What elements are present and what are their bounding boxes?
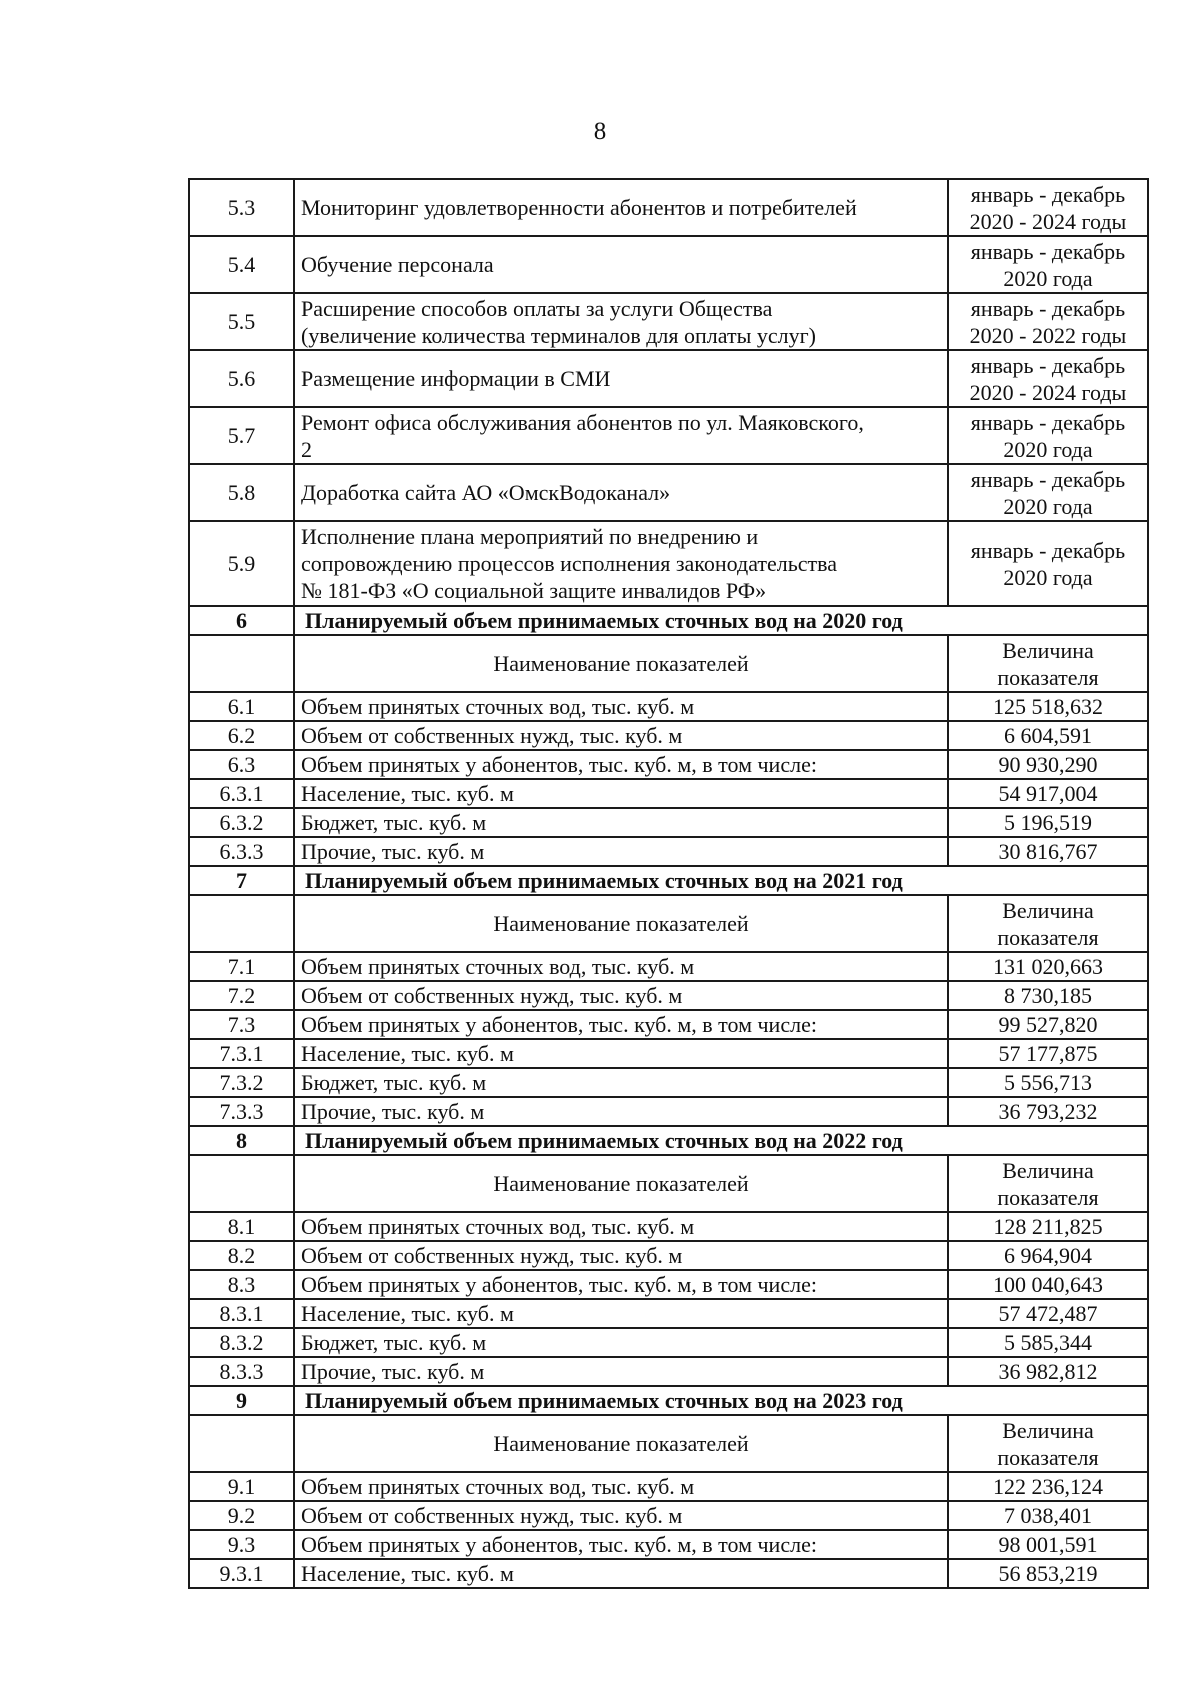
indicator-number: 8.3.1 [189, 1299, 294, 1328]
section-number: 8 [189, 1126, 294, 1155]
indicator-name: Прочие, тыс. куб. м [294, 1357, 948, 1386]
header-value-line: Величина [1002, 1417, 1094, 1443]
header-indicator-name: Наименование показателей [294, 895, 948, 952]
measure-name [294, 521, 948, 606]
measure-period [948, 350, 1148, 407]
indicator-row [189, 1357, 1148, 1386]
header-indicator-value [948, 1155, 1148, 1212]
indicator-value: 54 917,004 [948, 779, 1148, 808]
measure-name-line: Размещение информации в СМИ [301, 366, 611, 391]
measure-period [948, 407, 1148, 464]
indicator-name: Население, тыс. куб. м [294, 779, 948, 808]
indicators-group [189, 606, 1148, 1588]
indicator-row [189, 1212, 1148, 1241]
section-title-row [189, 866, 1148, 895]
header-value-line: Величина [1002, 897, 1094, 923]
section-number: 6 [189, 606, 294, 635]
measure-period [948, 236, 1148, 293]
indicator-value: 6 964,904 [948, 1241, 1148, 1270]
measure-name [294, 179, 948, 236]
indicator-value: 57 472,487 [948, 1299, 1148, 1328]
indicator-row [189, 808, 1148, 837]
header-indicator-value [948, 895, 1148, 952]
measure-name-line: (увеличение количества терминалов для оплаты услуг) [301, 322, 816, 348]
measure-row [189, 521, 1148, 606]
measure-name-line: Исполнение плана мероприятий по внедрению и [301, 524, 759, 549]
measure-name-line: Расширение способов оплаты за услуги Общества [301, 295, 773, 321]
indicator-name: Население, тыс. куб. м [294, 1559, 948, 1588]
indicator-value: 36 793,232 [948, 1097, 1148, 1126]
measure-name-line: сопровождению процессов исполнения законодательства [301, 551, 838, 576]
indicator-name: Объем от собственных нужд, тыс. куб. м [294, 721, 948, 750]
measure-number: 5.4 [189, 236, 294, 293]
indicator-name: Население, тыс. куб. м [294, 1039, 948, 1068]
measure-period-line: 2020 - 2022 годы [969, 322, 1127, 348]
indicator-name: Население, тыс. куб. м [294, 1299, 948, 1328]
page-number: 8 [593, 118, 607, 145]
indicator-name: Объем от собственных нужд, тыс. куб. м [294, 1241, 948, 1270]
indicator-row [189, 750, 1148, 779]
measure-name-line: Обучение персонала [301, 252, 494, 277]
measure-period [948, 464, 1148, 521]
section-title: Планируемый объем принимаемых сточных вод на 2021 год [294, 866, 1148, 895]
measure-row [189, 293, 1148, 350]
measure-period-line: январь - декабрь [970, 466, 1126, 492]
measure-period-line: 2020 года [1003, 564, 1093, 590]
indicator-number: 6.1 [189, 692, 294, 721]
indicator-name: Объем принятых сточных вод, тыс. куб. м [294, 692, 948, 721]
indicator-number: 7.3 [189, 1010, 294, 1039]
indicator-value: 122 236,124 [948, 1472, 1148, 1501]
indicator-row [189, 1328, 1148, 1357]
measure-period-line: 2020 года [1003, 265, 1093, 291]
indicator-number: 9.3 [189, 1530, 294, 1559]
indicator-number: 7.2 [189, 981, 294, 1010]
measure-name [294, 464, 948, 521]
header-indicator-name: Наименование показателей [294, 635, 948, 692]
indicator-name: Объем принятых у абонентов, тыс. куб. м, в том числе: [294, 1270, 948, 1299]
indicator-value: 7 038,401 [948, 1501, 1148, 1530]
measure-name [294, 350, 948, 407]
measure-row [189, 464, 1148, 521]
indicator-value: 6 604,591 [948, 721, 1148, 750]
section-number: 9 [189, 1386, 294, 1415]
header-empty-cell [189, 1415, 294, 1472]
header-value-line: показателя [997, 1184, 1099, 1210]
measure-period-line: 2020 года [1003, 436, 1093, 462]
indicator-number: 9.3.1 [189, 1559, 294, 1588]
measure-row [189, 350, 1148, 407]
indicator-row [189, 1097, 1148, 1126]
section-title: Планируемый объем принимаемых сточных вод на 2022 год [294, 1126, 1148, 1155]
measure-name [294, 236, 948, 293]
header-empty-cell [189, 1155, 294, 1212]
indicator-number: 6.3 [189, 750, 294, 779]
indicator-value: 57 177,875 [948, 1039, 1148, 1068]
indicator-name: Объем от собственных нужд, тыс. куб. м [294, 981, 948, 1010]
indicator-value: 8 730,185 [948, 981, 1148, 1010]
header-indicator-value [948, 635, 1148, 692]
header-value-line: показателя [997, 664, 1099, 690]
indicator-row [189, 1472, 1148, 1501]
indicator-name: Объем от собственных нужд, тыс. куб. м [294, 1501, 948, 1530]
indicator-row [189, 1039, 1148, 1068]
indicator-value: 131 020,663 [948, 952, 1148, 981]
indicator-name: Бюджет, тыс. куб. м [294, 808, 948, 837]
measure-number: 5.6 [189, 350, 294, 407]
header-value-line: Величина [1002, 637, 1094, 663]
measure-name [294, 407, 948, 464]
indicator-name: Прочие, тыс. куб. м [294, 1097, 948, 1126]
section-number: 7 [189, 866, 294, 895]
indicator-row [189, 1241, 1148, 1270]
section-header-row [189, 1155, 1148, 1212]
indicator-row [189, 1270, 1148, 1299]
indicator-name: Бюджет, тыс. куб. м [294, 1068, 948, 1097]
measure-number: 5.9 [189, 521, 294, 606]
measure-row [189, 179, 1148, 236]
measure-name [294, 293, 948, 350]
indicator-number: 7.3.1 [189, 1039, 294, 1068]
header-indicator-name: Наименование показателей [294, 1155, 948, 1212]
indicator-row [189, 1068, 1148, 1097]
indicator-row [189, 1501, 1148, 1530]
measure-name-line: Ремонт офиса обслуживания абонентов по ул. Маяковского, [301, 409, 864, 435]
indicator-value: 56 853,219 [948, 1559, 1148, 1588]
measure-period [948, 293, 1148, 350]
measures-group [189, 179, 1148, 606]
indicator-row [189, 721, 1148, 750]
measure-number: 5.7 [189, 407, 294, 464]
indicator-row [189, 837, 1148, 866]
measure-period-line: январь - декабрь [970, 238, 1126, 264]
measure-name-line: Доработка сайта АО «ОмскВодоканал» [301, 480, 671, 505]
measure-period-line: январь - декабрь [970, 181, 1126, 207]
indicator-row [189, 1299, 1148, 1328]
document-table [188, 178, 1149, 1589]
indicator-number: 8.1 [189, 1212, 294, 1241]
header-empty-cell [189, 635, 294, 692]
header-indicator-name: Наименование показателей [294, 1415, 948, 1472]
indicator-value: 30 816,767 [948, 837, 1148, 866]
indicator-value: 99 527,820 [948, 1010, 1148, 1039]
indicator-value: 98 001,591 [948, 1530, 1148, 1559]
measure-row [189, 407, 1148, 464]
header-value-line: показателя [997, 924, 1099, 950]
section-title-row [189, 1126, 1148, 1155]
indicator-row [189, 1559, 1148, 1588]
indicator-value: 36 982,812 [948, 1357, 1148, 1386]
measure-period-line: 2020 - 2024 годы [969, 379, 1127, 405]
measure-row [189, 236, 1148, 293]
measure-period-line: 2020 года [1003, 493, 1093, 519]
indicator-number: 9.2 [189, 1501, 294, 1530]
indicator-number: 7.3.3 [189, 1097, 294, 1126]
indicator-number: 7.1 [189, 952, 294, 981]
indicator-number: 7.3.2 [189, 1068, 294, 1097]
measure-period [948, 179, 1148, 236]
indicator-number: 6.3.1 [189, 779, 294, 808]
measure-period-line: январь - декабрь [970, 295, 1126, 321]
indicator-number: 9.1 [189, 1472, 294, 1501]
measure-number: 5.3 [189, 179, 294, 236]
section-title-row [189, 1386, 1148, 1415]
header-indicator-value [948, 1415, 1148, 1472]
indicator-number: 8.3.3 [189, 1357, 294, 1386]
indicator-name: Объем принятых у абонентов, тыс. куб. м, в том числе: [294, 1010, 948, 1039]
indicator-number: 6.3.2 [189, 808, 294, 837]
indicator-name: Бюджет, тыс. куб. м [294, 1328, 948, 1357]
measure-number: 5.5 [189, 293, 294, 350]
section-title: Планируемый объем принимаемых сточных вод на 2023 год [294, 1386, 1148, 1415]
header-empty-cell [189, 895, 294, 952]
indicator-number: 8.3.2 [189, 1328, 294, 1357]
section-title: Планируемый объем принимаемых сточных вод на 2020 год [294, 606, 1148, 635]
indicator-value: 128 211,825 [948, 1212, 1148, 1241]
indicator-name: Объем принятых у абонентов, тыс. куб. м, в том числе: [294, 750, 948, 779]
header-value-line: показателя [997, 1444, 1099, 1470]
header-value-line: Величина [1002, 1157, 1094, 1183]
indicator-row [189, 692, 1148, 721]
indicator-row [189, 981, 1148, 1010]
indicator-value: 90 930,290 [948, 750, 1148, 779]
indicator-number: 6.2 [189, 721, 294, 750]
indicator-value: 5 196,519 [948, 808, 1148, 837]
measure-period [948, 521, 1148, 606]
indicator-name: Объем принятых сточных вод, тыс. куб. м [294, 1472, 948, 1501]
indicator-number: 8.3 [189, 1270, 294, 1299]
indicator-name: Объем принятых сточных вод, тыс. куб. м [294, 952, 948, 981]
indicator-name: Прочие, тыс. куб. м [294, 837, 948, 866]
measure-period-line: январь - декабрь [970, 409, 1126, 435]
indicator-row [189, 952, 1148, 981]
measure-name-line: Мониторинг удовлетворенности абонентов и потребителей [301, 195, 857, 220]
indicator-row [189, 1530, 1148, 1559]
measure-name-line: № 181-ФЗ «О социальной защите инвалидов РФ» [301, 578, 767, 603]
section-header-row [189, 1415, 1148, 1472]
indicator-number: 6.3.3 [189, 837, 294, 866]
measure-number: 5.8 [189, 464, 294, 521]
indicator-value: 100 040,643 [948, 1270, 1148, 1299]
measure-period-line: январь - декабрь [970, 537, 1126, 563]
measure-period-line: январь - декабрь [970, 352, 1126, 378]
indicator-row [189, 779, 1148, 808]
indicator-name: Объем принятых сточных вод, тыс. куб. м [294, 1212, 948, 1241]
indicator-name: Объем принятых у абонентов, тыс. куб. м, в том числе: [294, 1530, 948, 1559]
section-header-row [189, 635, 1148, 692]
section-title-row [189, 606, 1148, 635]
indicator-value: 5 585,344 [948, 1328, 1148, 1357]
indicator-value: 5 556,713 [948, 1068, 1148, 1097]
indicator-number: 8.2 [189, 1241, 294, 1270]
indicator-value: 125 518,632 [948, 692, 1148, 721]
indicator-row [189, 1010, 1148, 1039]
section-header-row [189, 895, 1148, 952]
measure-name-line: 2 [301, 436, 312, 462]
measure-period-line: 2020 - 2024 годы [969, 208, 1127, 234]
